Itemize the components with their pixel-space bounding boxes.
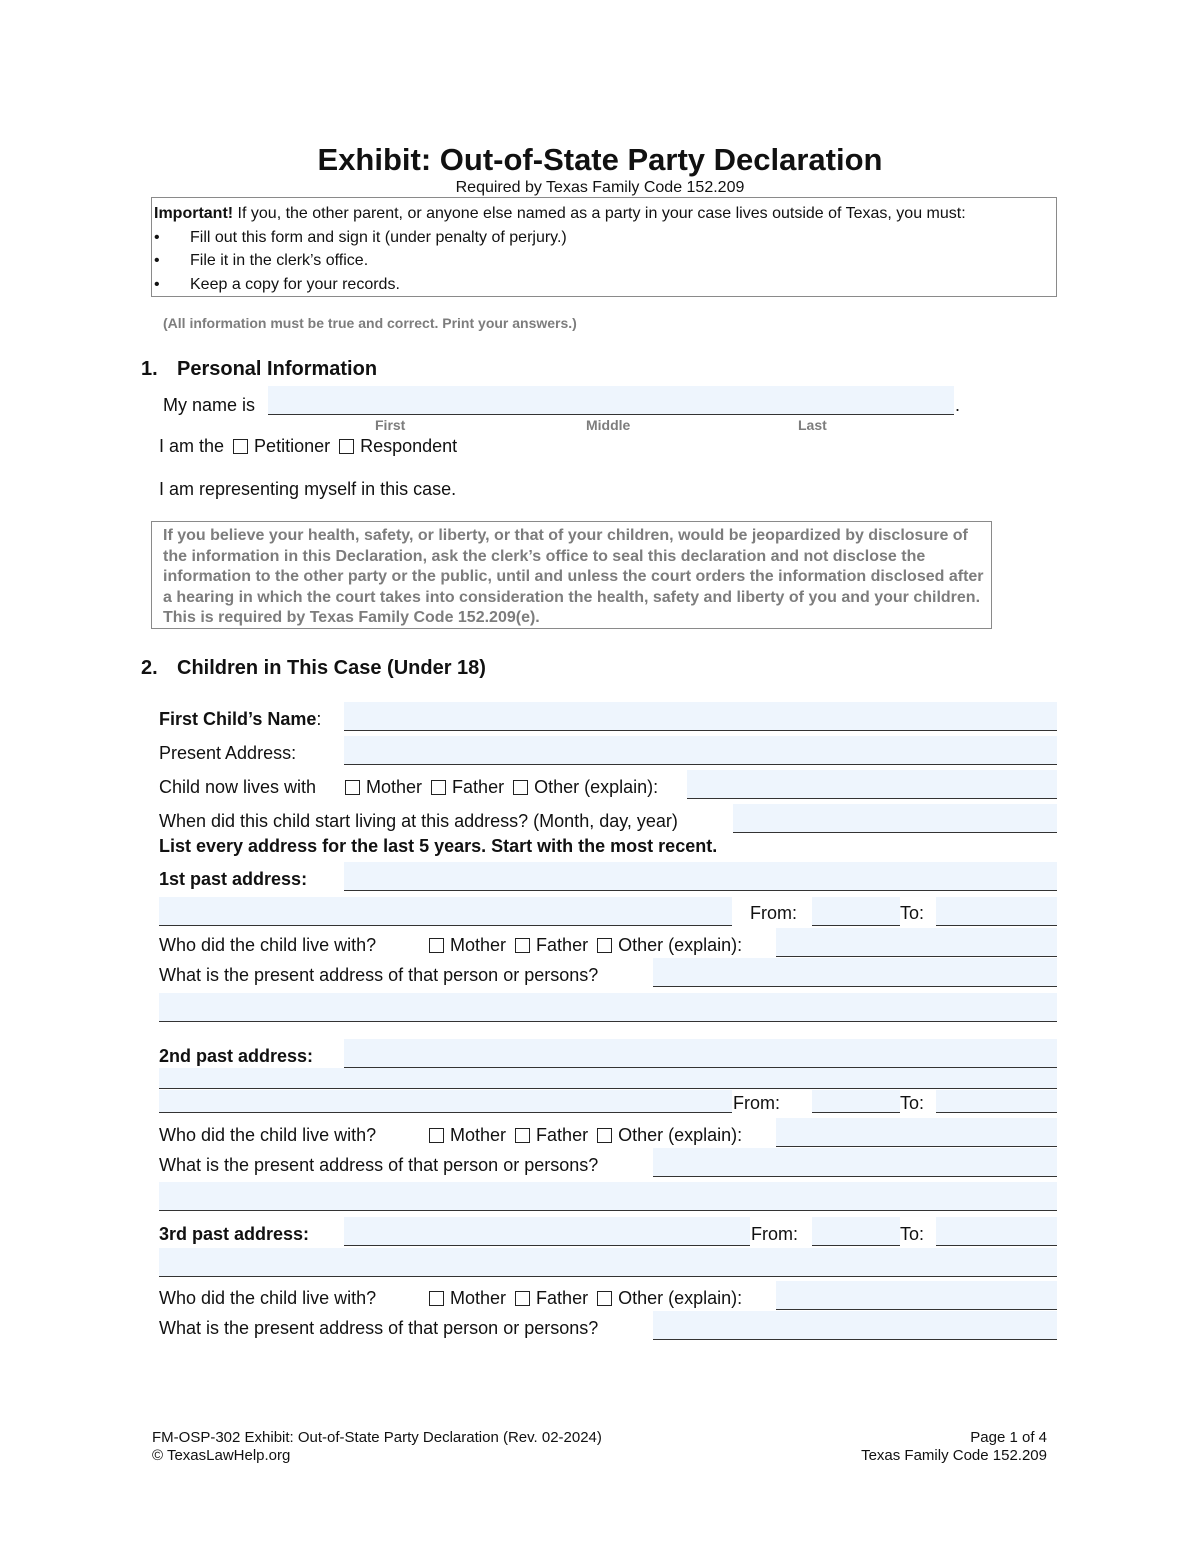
past2-other-checkbox[interactable] <box>597 1128 612 1143</box>
past3-from-label: From: <box>751 1224 798 1244</box>
past3-father-checkbox[interactable] <box>515 1291 530 1306</box>
confidentiality-text: If you believe your health, safety, or liberty, or that of your children, would be jeopardized by disclosure of the information in this Declaration, ask the clerk’s office to seal this declaration and not disclose the information to the other party or the public, until and unless the court orders the information disclosed after a hearing in which the court takes into consideration the health, safety and liberty of you and your children. This is required by Texas Family Code 152.209(e). <box>163 527 984 626</box>
past2-who-options <box>429 1125 742 1145</box>
past3-mother-checkbox[interactable] <box>429 1291 444 1306</box>
past1-father-label: Father <box>536 935 589 955</box>
past3-father-label: Father <box>536 1288 589 1308</box>
respondent-checkbox[interactable] <box>339 439 354 454</box>
past3-address-line2-field[interactable] <box>159 1248 1057 1277</box>
other-checkbox[interactable] <box>513 780 528 795</box>
name-label: My name is <box>163 395 256 415</box>
past1-who-label: Who did the child live with? <box>159 935 377 955</box>
past2-to-field[interactable] <box>936 1090 1057 1113</box>
mother-checkbox[interactable] <box>345 780 360 795</box>
present-address-field[interactable] <box>344 736 1057 765</box>
past3-to-field[interactable] <box>936 1217 1057 1246</box>
past2-other-label: Other (explain): <box>618 1125 743 1145</box>
past1-mother-label: Mother <box>450 935 507 955</box>
footer-code: Texas Family Code 152.209 <box>861 1447 1047 1464</box>
past1-father-checkbox[interactable] <box>515 938 530 953</box>
name-part-first: First <box>375 417 406 433</box>
past3-who-label: Who did the child live with? <box>159 1288 377 1308</box>
past3-person-address-label: What is the present address of that person or persons? <box>159 1318 599 1338</box>
past1-from-label: From: <box>750 903 797 923</box>
past1-to-label: To: <box>900 903 925 923</box>
past1-label: 1st past address: <box>159 869 308 889</box>
past3-address-field[interactable] <box>344 1217 750 1246</box>
bullet-glyph: • <box>154 229 160 246</box>
section1-title: Personal Information <box>177 358 378 380</box>
past1-other-field[interactable] <box>776 928 1057 957</box>
footer-page: Page 1 of 4 <box>970 1429 1047 1446</box>
role-row <box>159 436 457 456</box>
past2-mother-checkbox[interactable] <box>429 1128 444 1143</box>
name-period: . <box>955 395 961 415</box>
footer-form-id: FM-OSP-302 Exhibit: Out-of-State Party Declaration (Rev. 02-2024) <box>152 1429 602 1446</box>
footer-copyright: © TexasLawHelp.org <box>152 1447 291 1464</box>
past2-mother-label: Mother <box>450 1125 507 1145</box>
past1-from-field[interactable] <box>812 897 900 926</box>
name-field[interactable] <box>268 386 954 415</box>
bullet-fill-out: Fill out this form and sign it (under penalty of perjury.) <box>190 229 567 246</box>
past2-address-field[interactable] <box>344 1039 1057 1068</box>
past2-person-address-line2-field[interactable] <box>159 1182 1057 1211</box>
past2-father-checkbox[interactable] <box>515 1128 530 1143</box>
page-subtitle: Required by Texas Family Code 152.209 <box>455 179 745 196</box>
past2-person-address-field[interactable] <box>653 1148 1057 1177</box>
section1-number: 1. <box>141 358 158 380</box>
important-body: If you, the other parent, or anyone else named as a party in your case lives outside of Texas, you must: <box>233 205 966 222</box>
past1-person-address-label: What is the present address of that person or persons? <box>159 965 599 985</box>
bullet-glyph: • <box>154 252 160 269</box>
past3-who-options <box>429 1288 742 1308</box>
father-checkbox[interactable] <box>431 780 446 795</box>
past2-address-line3-field[interactable] <box>159 1090 732 1113</box>
important-text <box>154 205 966 223</box>
start-living-field[interactable] <box>733 804 1057 833</box>
name-part-last: Last <box>798 417 827 433</box>
past3-label: 3rd past address: <box>159 1224 310 1244</box>
past2-father-label: Father <box>536 1125 589 1145</box>
past2-label: 2nd past address: <box>159 1046 314 1066</box>
past2-from-field[interactable] <box>812 1090 900 1113</box>
petitioner-label: Petitioner <box>254 436 331 456</box>
important-lead: Important! <box>154 205 234 222</box>
past3-person-address-field[interactable] <box>653 1311 1057 1340</box>
start-living-label: When did this child start living at this address? (Month, day, year) <box>159 811 678 831</box>
past3-other-field[interactable] <box>776 1281 1057 1310</box>
first-child-label-row <box>159 709 321 729</box>
representing-text: I am representing myself in this case. <box>159 479 457 499</box>
present-address-label: Present Address: <box>159 743 297 763</box>
past1-to-field[interactable] <box>936 897 1057 926</box>
page-title: Exhibit: Out-of-State Party Declaration <box>317 142 883 177</box>
section2-number: 2. <box>141 657 158 679</box>
past2-other-field[interactable] <box>776 1118 1057 1147</box>
lives-with-options <box>345 777 658 797</box>
mother-label: Mother <box>366 777 423 797</box>
past1-who-options <box>429 935 742 955</box>
past2-to-label: To: <box>900 1093 925 1113</box>
first-child-name-field[interactable] <box>344 702 1057 731</box>
past1-other-label: Other (explain): <box>618 935 743 955</box>
role-label: I am the <box>159 436 225 456</box>
past3-mother-label: Mother <box>450 1288 507 1308</box>
past1-other-checkbox[interactable] <box>597 938 612 953</box>
past1-person-address-field[interactable] <box>653 958 1057 987</box>
first-child-colon: : <box>316 709 322 729</box>
instructions-note: (All information must be true and correct. Print your answers.) <box>163 315 577 331</box>
past2-person-address-label: What is the present address of that person or persons? <box>159 1155 599 1175</box>
past1-mother-checkbox[interactable] <box>429 938 444 953</box>
past3-from-field[interactable] <box>812 1217 900 1246</box>
past2-who-label: Who did the child live with? <box>159 1125 377 1145</box>
first-child-label: First Child’s Name <box>159 709 317 729</box>
section2-title: Children in This Case (Under 18) <box>177 657 486 679</box>
petitioner-checkbox[interactable] <box>233 439 248 454</box>
past3-other-label: Other (explain): <box>618 1288 743 1308</box>
past3-to-label: To: <box>900 1224 925 1244</box>
respondent-label: Respondent <box>360 436 458 456</box>
past2-from-label: From: <box>733 1093 780 1113</box>
lives-with-other-field[interactable] <box>687 770 1057 799</box>
list-instruction: List every address for the last 5 years. Start with the most recent. <box>159 836 718 856</box>
past1-person-address-line2-field[interactable] <box>159 993 1057 1022</box>
past2-address-line2-field[interactable] <box>159 1068 1057 1089</box>
other-label: Other (explain): <box>534 777 659 797</box>
name-part-middle: Middle <box>586 417 631 433</box>
bullet-file: File it in the clerk’s office. <box>190 252 369 269</box>
lives-with-label: Child now lives with <box>159 777 317 797</box>
father-label: Father <box>452 777 505 797</box>
past1-address-field[interactable] <box>344 862 1057 891</box>
past1-address-line2-field[interactable] <box>159 897 732 926</box>
bullet-glyph: • <box>154 276 160 293</box>
bullet-keep-copy: Keep a copy for your records. <box>190 276 400 293</box>
past3-other-checkbox[interactable] <box>597 1291 612 1306</box>
